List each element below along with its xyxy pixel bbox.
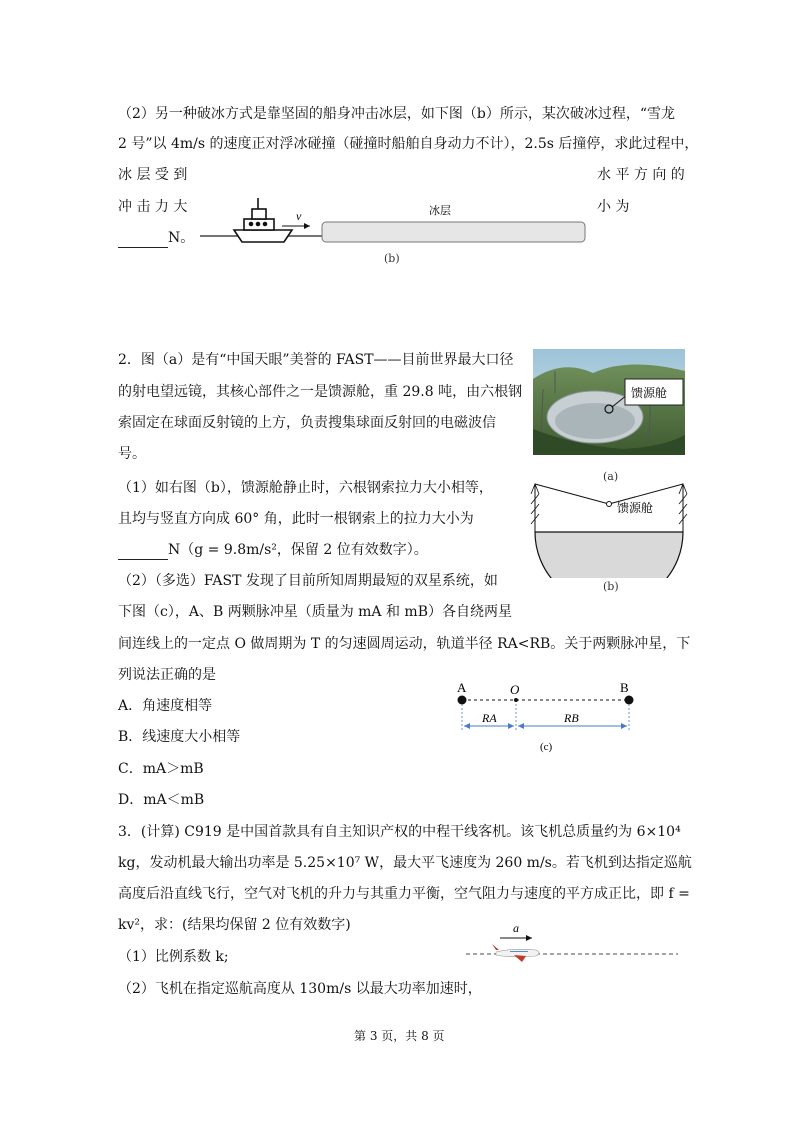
- answer-blank[interactable]: [118, 545, 168, 560]
- q2-p2-line-1: （2）（多选）FAST 发现了目前所知周期最短的双星系统，如: [118, 573, 498, 589]
- option-a[interactable]: A．角速度相等: [118, 698, 213, 714]
- v-label: v: [296, 209, 302, 223]
- q3-part-1: （1）比例系数 k;: [118, 949, 229, 965]
- page-footer: 第 3 页，共 8 页: [354, 1029, 445, 1043]
- cable-figure: [525, 478, 695, 578]
- option-c[interactable]: C．mA＞mB: [118, 761, 204, 777]
- label-ra: RA: [482, 711, 497, 725]
- fig-b-caption: (b): [384, 252, 400, 265]
- q2-line-2: 的射电望远镜，其核心部件之一是馈源舱，重 29.8 吨，由六根钢: [118, 384, 523, 400]
- answer-blank[interactable]: [118, 233, 168, 248]
- option-b[interactable]: B．线速度大小相等: [118, 729, 241, 745]
- q2-p1-suffix: N（g = 9.8m/s²，保留 2 位有效数字）。: [168, 542, 428, 558]
- q3-line-1: 3．(计算) C919 是中国首款具有自主知识产权的中程干线客机。该飞机总质量约为 6×10⁴: [118, 824, 681, 840]
- point-o: [514, 698, 518, 702]
- fig-a-caption: (a): [603, 470, 619, 483]
- q3-part-2: （2）飞机在指定巡航高度从 130m/s 以最大功率加速时，: [118, 981, 482, 997]
- ice-label: 冰层: [429, 204, 451, 217]
- q1-line-1: （2）另一种破冰方式是靠坚固的船身冲击冰层，如下图（b）所示，某次破冰过程，“雪龙: [118, 106, 676, 122]
- q2-line-1: 2．图（a）是有“中国天眼”美誉的 FAST——目前世界最大口径: [118, 352, 514, 368]
- q3-line-4: kv²，求：(结果均保留 2 位有效数字): [118, 917, 351, 933]
- fig-b-label: 馈源舱: [617, 501, 654, 515]
- q2-p2-line-3: 间连线上的一定点 O 做周期为 T 的匀速圆周运动，轨道半径 RA<RB。关于两颗脉冲星，下: [118, 636, 691, 652]
- label-A: A: [457, 680, 467, 695]
- fast-photo: [533, 349, 685, 455]
- fig-b-caption-2: (b): [603, 580, 619, 593]
- q1-answer-line: [118, 228, 194, 248]
- q2-p1-answer-line: [118, 540, 428, 560]
- q3-line-2: kg，发动机最大输出功率是 5.25×10⁷ W，最大平飞速度为 260 m/s。若飞机到达指定巡航: [118, 855, 692, 871]
- a-label: a: [513, 921, 519, 935]
- ice-layer: [322, 222, 585, 242]
- star-a: [458, 696, 467, 705]
- q2-p2-line-2: 下图（c），A、B 两颗脉冲星（质量为 mA 和 mB）各自绕两星: [118, 604, 512, 620]
- label-B: B: [620, 680, 629, 695]
- unit-text: N。: [168, 230, 195, 246]
- fig-c-caption: (c): [540, 741, 553, 753]
- q1-line-2: 2 号”以 4m/s 的速度正对浮冰碰撞（碰撞时船舶自身动力不计），2.5s 后撞停，求此过程中，: [118, 136, 699, 152]
- q2-line-4: 号。: [118, 446, 146, 462]
- q1-line-3a: 冰 层 受 到: [118, 167, 188, 183]
- q2-p1-line-2: 且均与竖直方向成 60° 角，此时一根钢索上的拉力大小为: [118, 511, 474, 527]
- airplane-figure: [466, 920, 678, 966]
- option-d[interactable]: D．mA＜mB: [118, 792, 205, 808]
- q1-line-3b: 水 平 方 向 的: [597, 167, 685, 183]
- q2-p1-line-1: （1）如右图（b），馈源舱静止时，六根钢索拉力大小相等，: [118, 480, 493, 496]
- q1-line-4a: 冲 击 力 大: [118, 199, 188, 215]
- q2-p2-line-4: 列说法正确的是: [118, 667, 216, 683]
- fig-a-callout: 馈源舱: [631, 386, 668, 400]
- star-b: [625, 696, 634, 705]
- binary-star-figure: [448, 678, 644, 758]
- label-O: O: [510, 682, 520, 697]
- airplane-icon: [492, 944, 539, 962]
- q3-line-3: 高度后沿直线飞行，空气对飞机的升力与其重力平衡，空气阻力与速度的平方成正比，即 f =: [118, 886, 690, 902]
- label-rb: RB: [564, 711, 579, 725]
- q1-line-4b: 小 为: [597, 199, 630, 215]
- ship-icon: [234, 198, 292, 242]
- q2-line-3: 索固定在球面反射镜的上方，负责搜集球面反射回的电磁波信: [118, 415, 496, 431]
